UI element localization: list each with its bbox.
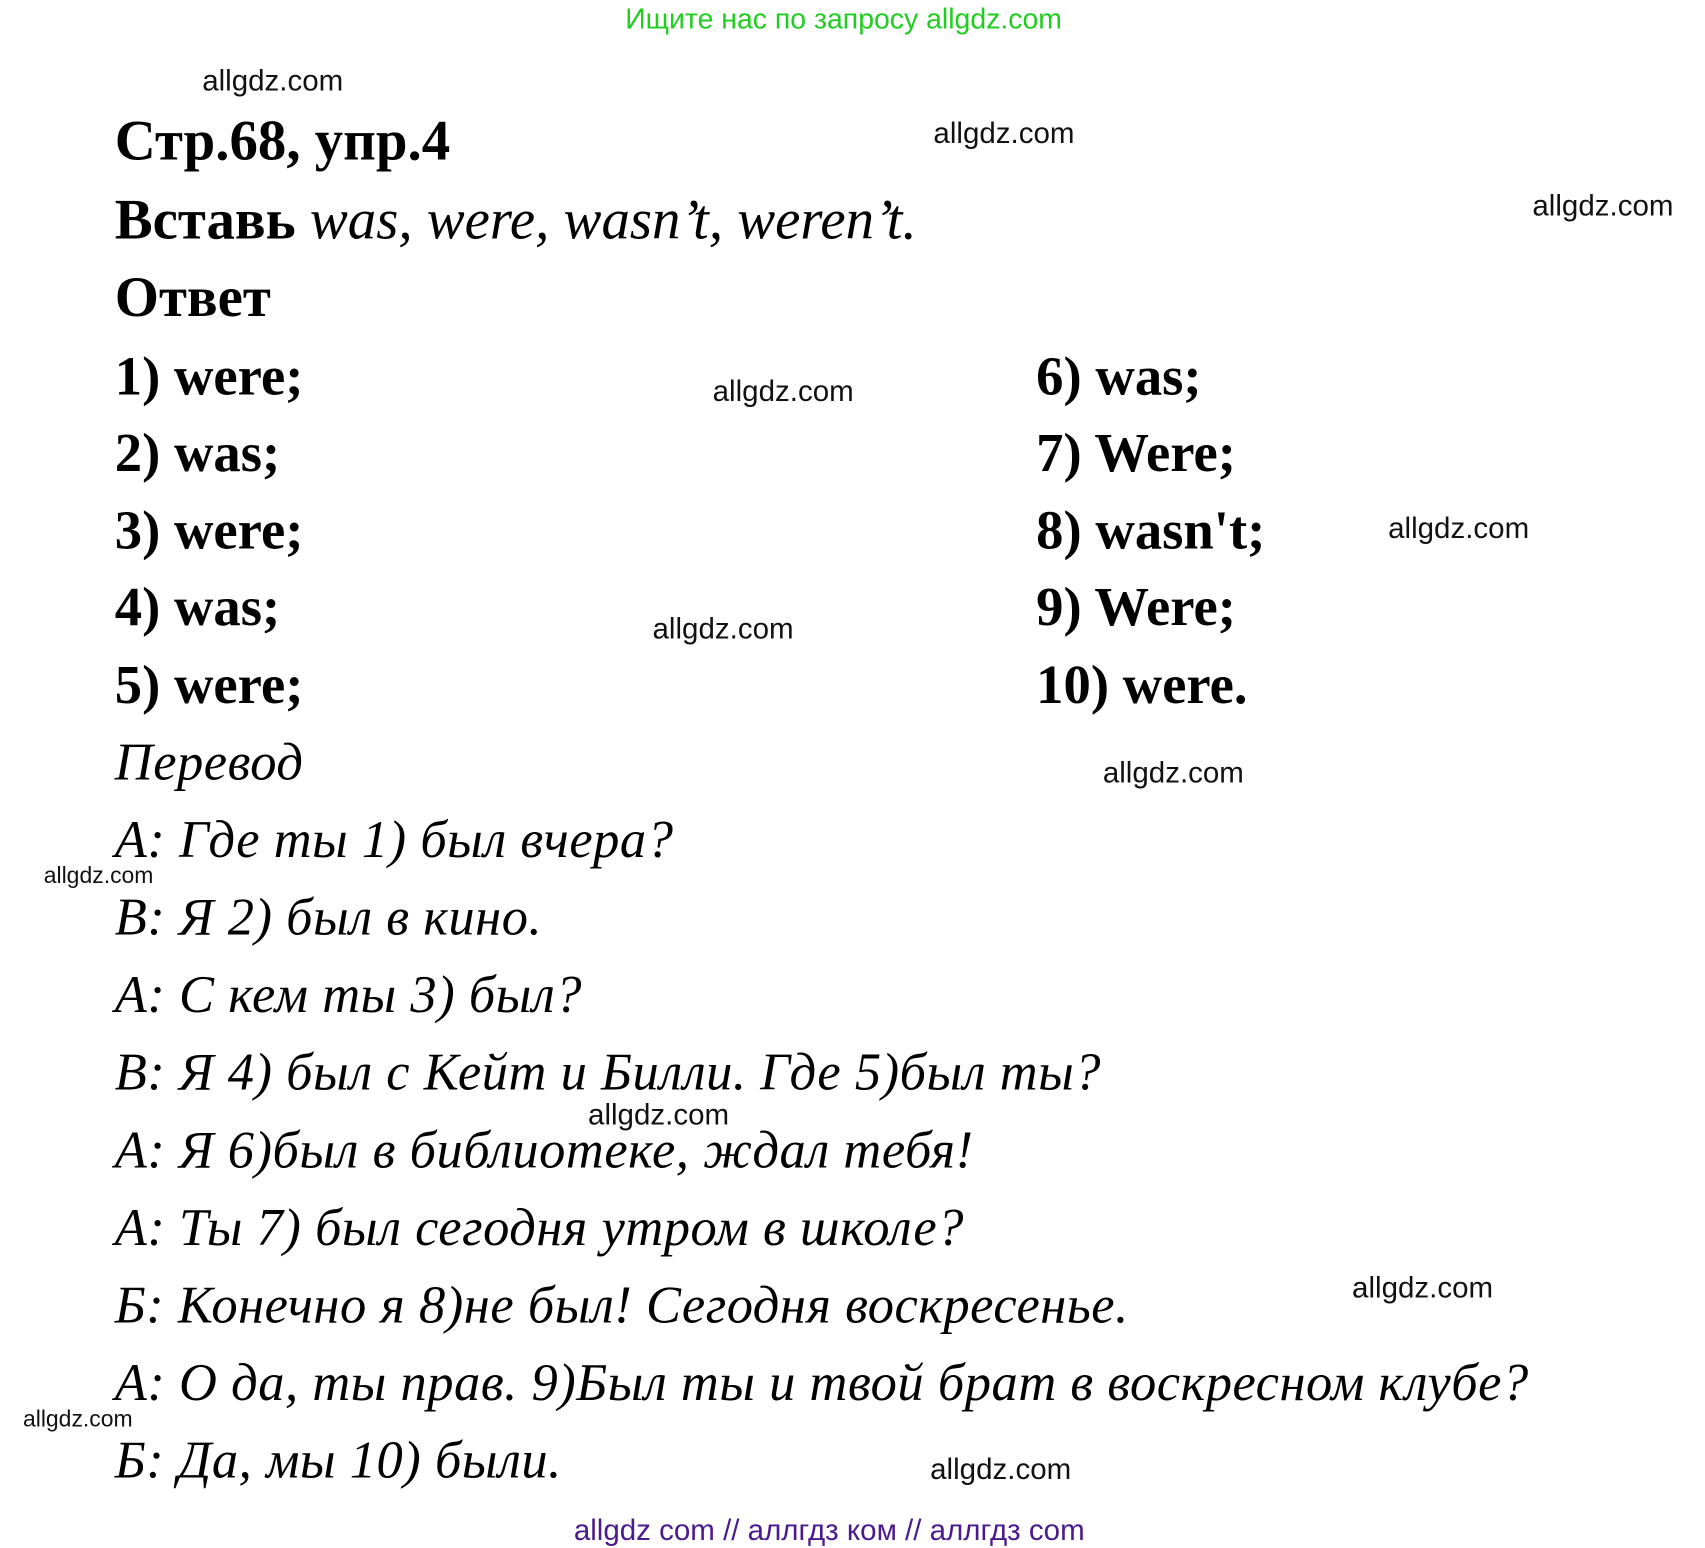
translation-line: B: Я 2) был в кино. [114, 888, 543, 947]
translation-heading: Перевод [114, 733, 304, 792]
answer-left-1: 1) were; [114, 345, 304, 407]
instruction-bold: Вставь [114, 189, 296, 252]
translation-line: A: Я 6)был в библиотеке, ждал тебя! [114, 1121, 974, 1180]
answer-heading: Ответ [114, 266, 271, 329]
translation-line: Б: Да, мы 10) были. [114, 1431, 562, 1490]
translation-line: A: Где ты 1) был вчера? [114, 811, 674, 869]
watermark: allgdz.com [712, 374, 854, 408]
watermark: allgdz.com [652, 612, 794, 645]
answer-right-10: 10) were. [1036, 653, 1248, 715]
watermark: allgdz.com [930, 1452, 1072, 1486]
watermark: allgdz.com [1532, 189, 1674, 222]
answer-right-9: 9) Were; [1036, 576, 1236, 638]
instruction [115, 188, 917, 252]
watermark: allgdz.com [933, 116, 1075, 150]
footer-links[interactable]: allgdz com // аллгдз ком // аллгдз com [573, 1513, 1085, 1547]
search-banner[interactable]: Ищите нас по запросу allgdz.com [625, 2, 1062, 35]
translation-line: B: Я 4) был с Кейт и Билли. Где 5)был ты? [114, 1043, 1102, 1102]
translation-line: A: С кем ты 3) был? [114, 966, 583, 1025]
watermark: allgdz.com [1352, 1271, 1494, 1304]
answer-right-8: 8) wasn't; [1036, 499, 1266, 561]
translation-line: A: Ты 7) был сегодня утром в школе? [114, 1199, 965, 1257]
instruction-italic: was, were, wasn’t, weren’t. [309, 189, 917, 252]
watermark: allgdz.com [202, 64, 344, 98]
translation-line: Б: Конечно я 8)не был! Сегодня воскресенье. [114, 1276, 1129, 1335]
answer-left-4: 4) was; [114, 576, 281, 638]
answer-left-3: 3) were; [114, 499, 304, 561]
answer-right-7: 7) Were; [1036, 421, 1236, 484]
watermark: allgdz.com [1102, 756, 1244, 790]
answer-left-2: 2) was; [114, 421, 281, 484]
answer-right-6: 6) was; [1036, 345, 1202, 407]
watermark: allgdz.com [22, 1406, 133, 1432]
watermark: allgdz.com [588, 1098, 730, 1132]
translation-line: A: О да, ты прав. 9)Был ты и твой брат в воскресном клубе? [114, 1354, 1529, 1413]
watermark: allgdz.com [43, 863, 154, 889]
page-title: Стр.68, упр.4 [114, 110, 451, 173]
watermark: allgdz.com [1388, 511, 1530, 545]
answer-left-5: 5) were; [114, 653, 304, 715]
